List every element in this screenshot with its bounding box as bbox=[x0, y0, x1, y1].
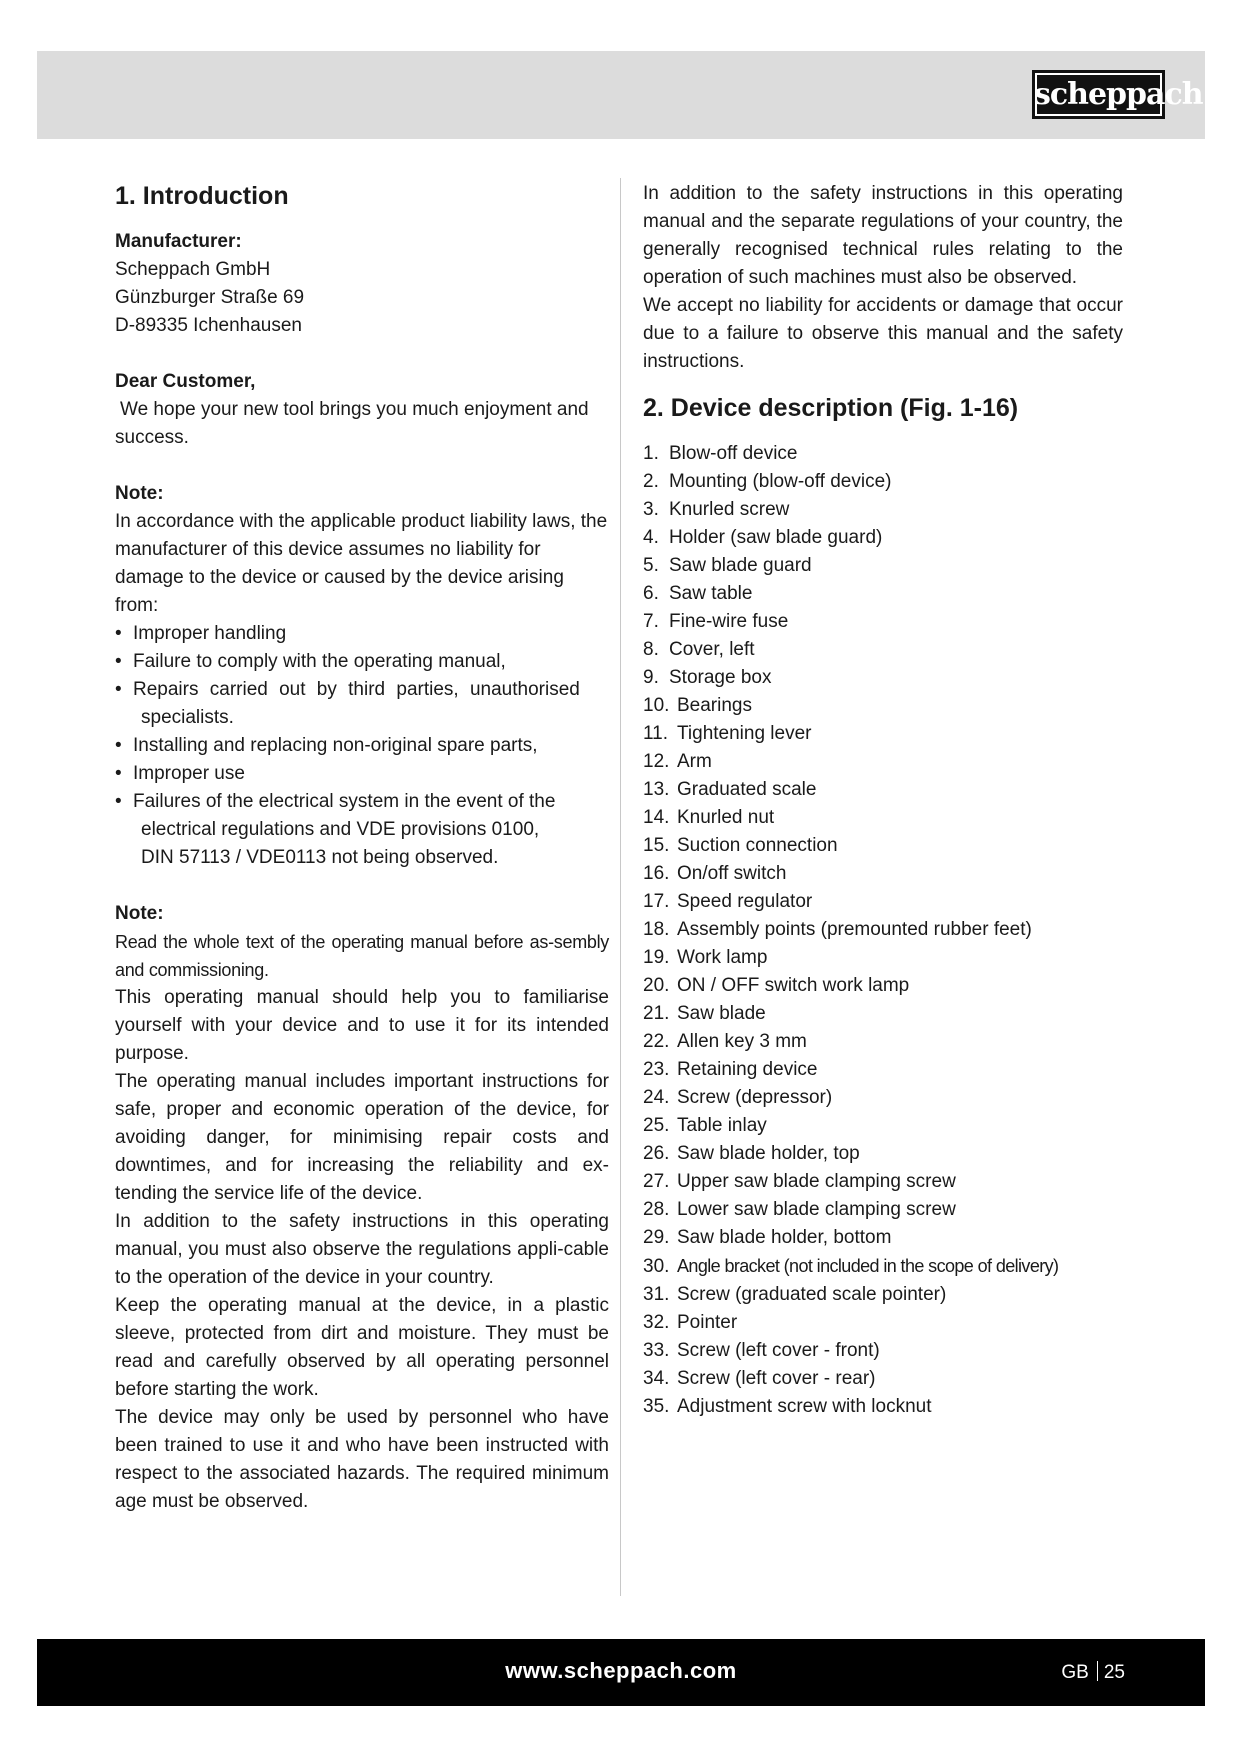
part-list-item bbox=[643, 692, 1123, 720]
part-number: 17. bbox=[643, 891, 670, 912]
part-number: 26. bbox=[643, 1143, 670, 1164]
part-number: 24. bbox=[643, 1087, 670, 1108]
part-label: Work lamp bbox=[677, 947, 768, 968]
list-item-text: Improper use bbox=[133, 763, 245, 784]
part-number: 9. bbox=[643, 667, 659, 688]
scheppach-logo: scheppach bbox=[1032, 70, 1165, 119]
device-description-heading: 2. Device description (Fig. 1-16) bbox=[643, 394, 1019, 422]
part-label: Storage box bbox=[669, 667, 772, 688]
part-label: ON / OFF switch work lamp bbox=[677, 975, 910, 996]
part-number: 27. bbox=[643, 1171, 670, 1192]
part-list-item bbox=[643, 1168, 1123, 1196]
part-list-item bbox=[643, 888, 1123, 916]
part-list-item bbox=[643, 1309, 1123, 1337]
part-list-item bbox=[643, 944, 1123, 972]
page-indicator bbox=[1061, 1661, 1125, 1684]
part-number: 25. bbox=[643, 1115, 670, 1136]
part-number: 22. bbox=[643, 1031, 670, 1052]
part-number: 14. bbox=[643, 807, 670, 828]
part-list-item bbox=[643, 552, 1123, 580]
language-code: GB bbox=[1061, 1662, 1089, 1683]
part-list-item bbox=[643, 804, 1123, 832]
part-list-item bbox=[643, 1281, 1123, 1309]
part-number: 13. bbox=[643, 779, 670, 800]
part-list-item bbox=[643, 1337, 1123, 1365]
part-list-item bbox=[643, 1252, 1123, 1281]
part-label: Mounting (blow-off device) bbox=[669, 471, 892, 492]
part-label: Screw (left cover - rear) bbox=[677, 1368, 876, 1389]
part-label: Assembly points (premounted rubber feet) bbox=[677, 919, 1032, 940]
note-label: Note: bbox=[115, 483, 164, 504]
column-divider bbox=[620, 178, 621, 1596]
part-number: 15. bbox=[643, 835, 670, 856]
note-paragraph: Read the whole text of the operating manual before as-sembly and commissioning. bbox=[115, 932, 609, 980]
part-label: On/off switch bbox=[677, 863, 787, 884]
part-label: Lower saw blade clamping screw bbox=[677, 1199, 956, 1220]
part-number: 23. bbox=[643, 1059, 670, 1080]
website-url: www.scheppach.com bbox=[505, 1658, 737, 1683]
part-label: Upper saw blade clamping screw bbox=[677, 1171, 956, 1192]
part-list-item bbox=[643, 468, 1123, 496]
part-list-item bbox=[643, 1000, 1123, 1028]
list-item-text: Failures of the electrical system in the event of the bbox=[133, 791, 556, 812]
note-paragraph: The device may only be used by personnel who have been trained to use it and who have been instructed with respect to the associated hazards. The required minimum age must be observed. bbox=[115, 1407, 609, 1512]
manufacturer-label: Manufacturer: bbox=[115, 231, 242, 252]
header-band bbox=[37, 51, 1205, 139]
note-paragraph: The operating manual includes important instructions for safe, proper and economic operation of the device, for avoiding danger, for minimising repair costs and downtimes, and for increasing the reliability and ex-tending the service life of the device. bbox=[115, 1071, 609, 1204]
part-list-item bbox=[643, 1365, 1123, 1393]
part-list-item bbox=[643, 776, 1123, 804]
part-list-item bbox=[643, 748, 1123, 776]
part-label: Adjustment screw with locknut bbox=[677, 1396, 932, 1417]
part-number: 35. bbox=[643, 1396, 670, 1417]
part-number: 20. bbox=[643, 975, 670, 996]
list-item bbox=[115, 732, 609, 760]
part-list-item bbox=[643, 1224, 1123, 1252]
page-number: 25 bbox=[1103, 1662, 1125, 1683]
safety-paragraph: In addition to the safety instructions in this operating manual and the separate regulations of your country, the generally recognised technical rules relating to the operation of such machines must also be observed. bbox=[643, 183, 1123, 288]
part-label: Graduated scale bbox=[677, 779, 817, 800]
part-label: Arm bbox=[677, 751, 712, 772]
part-number: 28. bbox=[643, 1199, 670, 1220]
part-label: Fine-wire fuse bbox=[669, 611, 789, 632]
part-list-item bbox=[643, 496, 1123, 524]
part-label: Screw (depressor) bbox=[677, 1087, 833, 1108]
part-number: 8. bbox=[643, 639, 659, 660]
part-label: Blow-off device bbox=[669, 443, 798, 464]
part-label: Angle bracket (not included in the scope of delivery) bbox=[677, 1256, 1059, 1276]
part-number: 11. bbox=[643, 723, 669, 744]
part-number: 7. bbox=[643, 611, 659, 632]
part-label: Speed regulator bbox=[677, 891, 813, 912]
part-list-item bbox=[643, 832, 1123, 860]
list-item-text: Improper handling bbox=[133, 623, 287, 644]
list-item bbox=[115, 788, 609, 872]
address-line: Günzburger Straße 69 bbox=[115, 287, 305, 308]
introduction-heading: 1. Introduction bbox=[115, 182, 289, 210]
part-label: Saw blade holder, bottom bbox=[677, 1227, 892, 1248]
part-number: 3. bbox=[643, 499, 659, 520]
list-item-text: Failure to comply with the operating manual, bbox=[133, 651, 506, 672]
part-label: Table inlay bbox=[677, 1115, 767, 1136]
list-item bbox=[115, 648, 609, 676]
part-label: Tightening lever bbox=[677, 723, 812, 744]
address-line: D-89335 Ichenhausen bbox=[115, 315, 302, 336]
part-number: 30. bbox=[643, 1256, 670, 1277]
part-label: Saw table bbox=[669, 583, 753, 604]
part-label: Holder (saw blade guard) bbox=[669, 527, 883, 548]
greeting-label: Dear Customer, bbox=[115, 371, 256, 392]
list-item-text: Installing and replacing non-original spare parts, bbox=[133, 735, 538, 756]
part-number: 32. bbox=[643, 1312, 670, 1333]
part-list-item bbox=[643, 1112, 1123, 1140]
part-list-item bbox=[643, 860, 1123, 888]
parts-list bbox=[643, 440, 1123, 1421]
footer-band bbox=[37, 1639, 1205, 1706]
list-item bbox=[115, 676, 609, 732]
part-label: Saw blade bbox=[677, 1003, 766, 1024]
liability-list bbox=[115, 620, 609, 872]
part-list-item bbox=[643, 1084, 1123, 1112]
liability-text: In accordance with the applicable product liability laws, the manufacturer of this device assumes no liability for damage to the device or caused by the device arising from: bbox=[115, 511, 608, 616]
part-list-item bbox=[643, 1196, 1123, 1224]
part-number: 34. bbox=[643, 1368, 670, 1389]
address-line: Scheppach GmbH bbox=[115, 259, 271, 280]
part-label: Screw (graduated scale pointer) bbox=[677, 1284, 947, 1305]
left-column bbox=[115, 180, 609, 1516]
note-paragraph: Keep the operating manual at the device, in a plastic sleeve, protected from dirt and moisture. They must be read and carefully observed by all operating personnel before starting the work. bbox=[115, 1295, 609, 1400]
note-paragraph: In addition to the safety instructions in this operating manual, you must also observe the regulations appli-cable to the operation of the device in your country. bbox=[115, 1211, 609, 1288]
part-number: 12. bbox=[643, 751, 670, 772]
part-list-item bbox=[643, 1393, 1123, 1421]
part-number: 1. bbox=[643, 443, 659, 464]
part-label: Knurled screw bbox=[669, 499, 790, 520]
part-list-item bbox=[643, 1028, 1123, 1056]
part-label: Saw blade guard bbox=[669, 555, 812, 576]
part-number: 4. bbox=[643, 527, 659, 548]
part-number: 21. bbox=[643, 1003, 670, 1024]
part-list-item bbox=[643, 636, 1123, 664]
part-label: Knurled nut bbox=[677, 807, 775, 828]
part-list-item bbox=[643, 1056, 1123, 1084]
greeting-text: We hope your new tool brings you much enjoyment and success. bbox=[115, 399, 589, 448]
part-list-item bbox=[643, 608, 1123, 636]
note-paragraph: This operating manual should help you to familiarise yourself with your device and to use it for its intended purpose. bbox=[115, 987, 609, 1064]
note-label: Note: bbox=[115, 903, 164, 924]
part-label: Pointer bbox=[677, 1312, 738, 1333]
part-number: 29. bbox=[643, 1227, 670, 1248]
part-label: Screw (left cover - front) bbox=[677, 1340, 880, 1361]
list-item-text: Repairs carried out by third parties, unauthorised bbox=[133, 679, 580, 700]
part-list-item bbox=[643, 440, 1123, 468]
part-list-item bbox=[643, 720, 1123, 748]
part-label: Bearings bbox=[677, 695, 752, 716]
list-item-continuation: electrical regulations and VDE provisions 0100, DIN 57113 / VDE0113 not being observed. bbox=[141, 819, 540, 868]
list-item bbox=[115, 760, 609, 788]
part-list-item bbox=[643, 664, 1123, 692]
part-label: Allen key 3 mm bbox=[677, 1031, 807, 1052]
part-number: 2. bbox=[643, 471, 659, 492]
part-label: Saw blade holder, top bbox=[677, 1143, 860, 1164]
part-list-item bbox=[643, 916, 1123, 944]
part-list-item bbox=[643, 1140, 1123, 1168]
part-list-item bbox=[643, 580, 1123, 608]
list-item-continuation: specialists. bbox=[141, 707, 234, 728]
manufacturer-address bbox=[115, 256, 609, 340]
part-list-item bbox=[643, 524, 1123, 552]
part-number: 31. bbox=[643, 1284, 670, 1305]
part-label: Suction connection bbox=[677, 835, 838, 856]
part-number: 18. bbox=[643, 919, 670, 940]
page-separator bbox=[1097, 1661, 1098, 1681]
part-list-item bbox=[643, 972, 1123, 1000]
part-label: Retaining device bbox=[677, 1059, 818, 1080]
part-number: 33. bbox=[643, 1340, 670, 1361]
part-number: 6. bbox=[643, 583, 659, 604]
part-number: 19. bbox=[643, 947, 670, 968]
right-column bbox=[643, 180, 1123, 1421]
part-number: 10. bbox=[643, 695, 670, 716]
part-number: 16. bbox=[643, 863, 670, 884]
part-label: Cover, left bbox=[669, 639, 755, 660]
part-number: 5. bbox=[643, 555, 659, 576]
liability-paragraph: We accept no liability for accidents or damage that occur due to a failure to observe this manual and the safety instructions. bbox=[643, 295, 1123, 372]
list-item bbox=[115, 620, 609, 648]
